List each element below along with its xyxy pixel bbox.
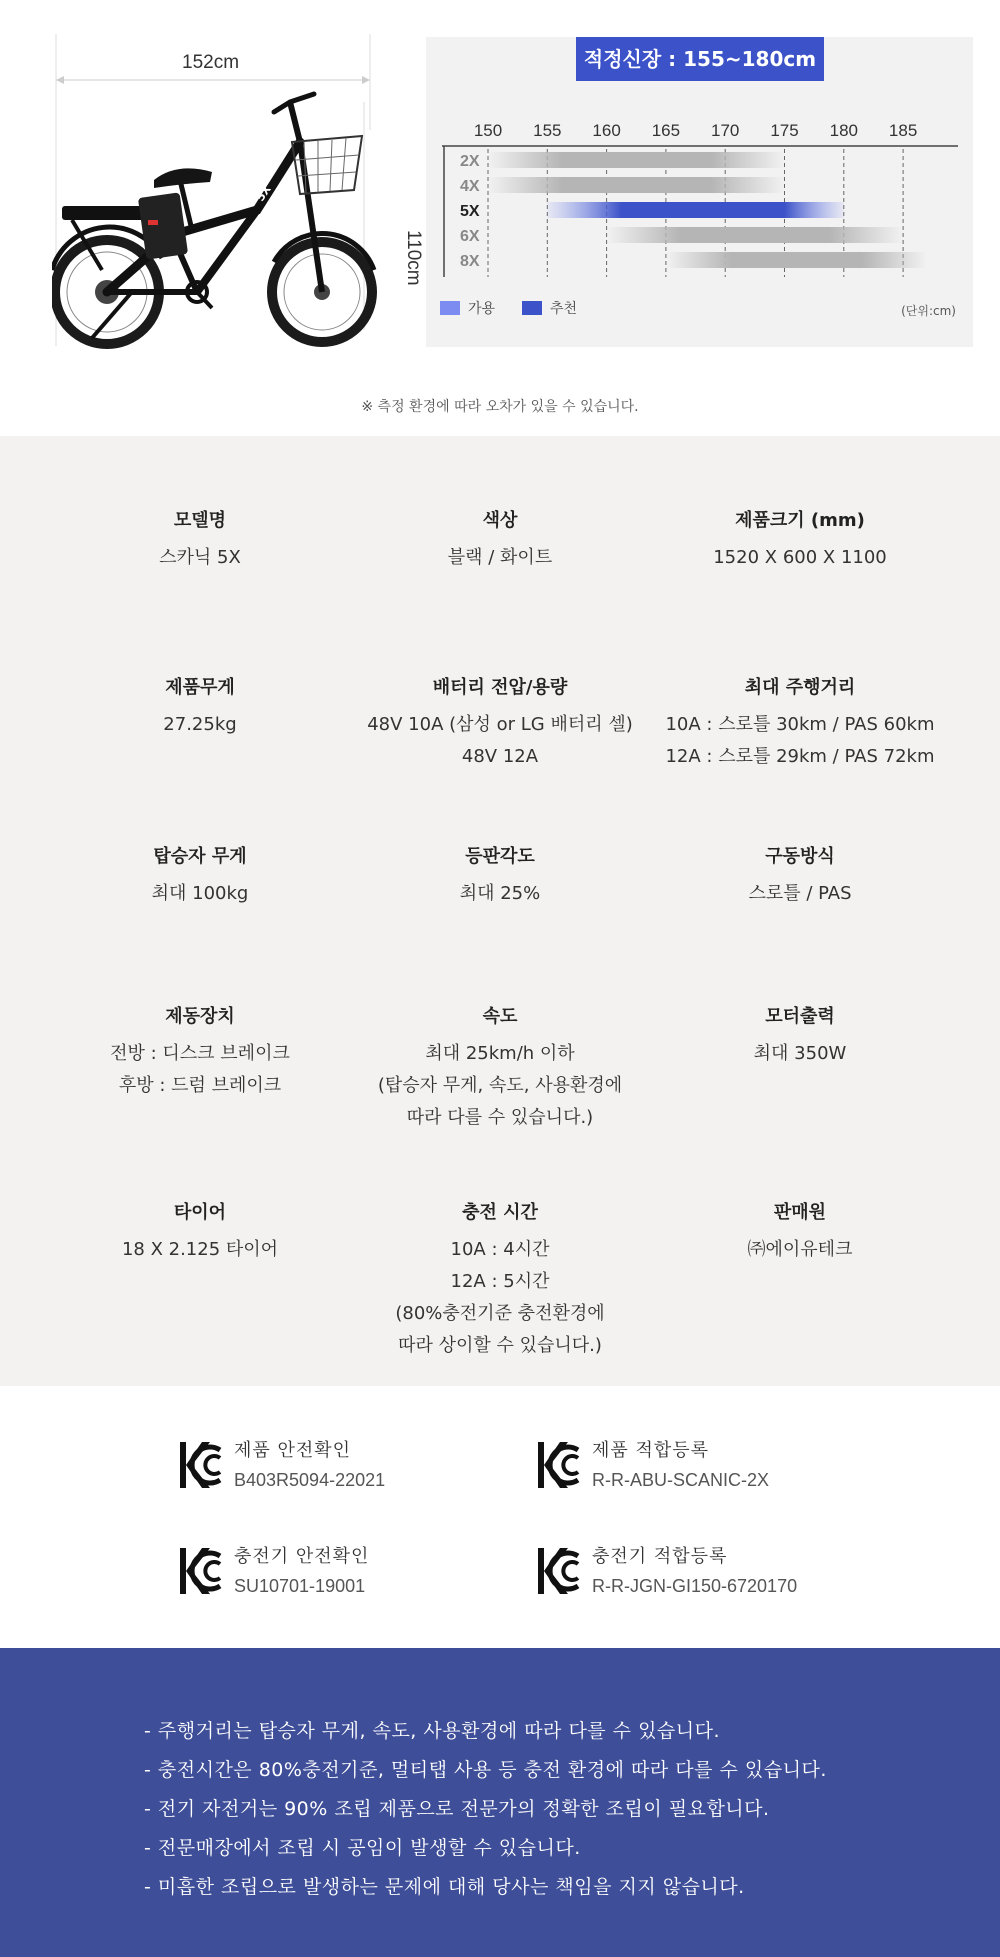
spec-value: 18 X 2.125 타이어 xyxy=(121,1239,279,1260)
spec-value: 블랙 / 화이트 xyxy=(447,547,553,568)
cert-title: 충전기 적합등록 xyxy=(592,1546,728,1567)
size-chart-tick-label: 170 xyxy=(711,121,740,140)
cert-item xyxy=(178,1542,538,1606)
size-chart-tick-label: 150 xyxy=(473,121,503,140)
kc-mark-icon xyxy=(536,1542,580,1602)
spec-item xyxy=(650,1198,950,1266)
spec-item xyxy=(350,506,650,574)
cert-item xyxy=(178,1436,538,1500)
spec-value: 따라 다를 수 있습니다.) xyxy=(406,1107,594,1128)
size-chart-row-label: 6X xyxy=(460,228,480,245)
bike-height-label: 110cm xyxy=(403,230,424,286)
spec-item xyxy=(350,842,650,910)
cert-item xyxy=(536,1542,896,1606)
kc-mark-icon xyxy=(178,1542,222,1602)
spec-item xyxy=(350,673,650,773)
bike-width-label: 152cm xyxy=(182,52,240,73)
cert-title: 제품 적합등록 xyxy=(592,1440,710,1461)
spec-label: 판매원 xyxy=(773,1202,827,1223)
spec-label: 최대 주행거리 xyxy=(744,677,856,698)
spec-value: 10A : 4시간 xyxy=(450,1239,550,1260)
spec-label: 배터리 전압/용량 xyxy=(432,677,568,698)
size-chart-row-label: 4X xyxy=(460,178,480,195)
size-chart xyxy=(426,37,973,347)
notice-item: - 충전시간은 80%충전기준, 멀티탭 사용 등 충전 환경에 따라 다를 수 있습니다. xyxy=(144,1759,827,1781)
spec-item xyxy=(50,1002,350,1102)
spec-item xyxy=(50,842,350,910)
legend-swatch xyxy=(440,301,460,315)
spec-value: 따라 상이할 수 있습니다.) xyxy=(398,1335,602,1356)
size-chart-bar xyxy=(488,152,785,168)
size-chart-row-label: 8X xyxy=(460,253,480,270)
spec-label: 제동장치 xyxy=(165,1006,235,1027)
spec-item xyxy=(50,506,350,574)
legend-label: 추천 xyxy=(550,301,578,317)
spec-label: 구동방식 xyxy=(765,846,835,867)
size-chart-tick-label: 185 xyxy=(888,121,918,140)
notice-list xyxy=(144,1712,827,1907)
notice-item: - 전기 자전거는 90% 조립 제품으로 전문가의 정확한 조립이 필요합니다. xyxy=(144,1798,770,1820)
spec-value: 48V 10A (삼성 or LG 배터리 셀) xyxy=(367,714,633,735)
spec-item xyxy=(350,1002,650,1134)
legend-label: 가용 xyxy=(468,301,496,317)
cert-code: B403R5094-22021 xyxy=(234,1470,386,1490)
spec-label: 타이어 xyxy=(173,1202,227,1223)
notice-item: - 미흡한 조립으로 발생하는 문제에 대해 당사는 책임을 지지 않습니다. xyxy=(144,1876,745,1898)
spec-value: (탑승자 무게, 속도, 사용환경에 xyxy=(377,1075,623,1096)
spec-value: 1520 X 600 X 1100 xyxy=(713,547,887,568)
spec-label: 속도 xyxy=(482,1006,518,1027)
kc-mark-icon xyxy=(536,1436,580,1496)
frame-model-text: 5X xyxy=(253,183,274,204)
notice-item: - 전문매장에서 조립 시 공임이 발생할 수 있습니다. xyxy=(144,1837,581,1859)
spec-value: 최대 350W xyxy=(753,1043,847,1064)
spec-item xyxy=(650,842,950,910)
kc-mark-icon xyxy=(178,1436,222,1496)
spec-value: 스로틀 / PAS xyxy=(748,883,852,904)
spec-value: 최대 25% xyxy=(459,883,541,904)
spec-value: 최대 100kg xyxy=(151,883,249,904)
cert-title: 충전기 안전확인 xyxy=(234,1546,370,1567)
spec-item xyxy=(50,673,350,741)
spec-label: 탑승자 무게 xyxy=(153,846,247,867)
spec-label: 등판각도 xyxy=(465,846,535,867)
size-chart-bar xyxy=(547,202,844,218)
spec-item xyxy=(650,1002,950,1070)
spec-value: 후방 : 드럼 브레이크 xyxy=(118,1075,282,1096)
spec-value: 최대 25km/h 이하 xyxy=(425,1043,575,1064)
notice-section xyxy=(0,1648,1000,1957)
spec-value: (80%충전기준 충전환경에 xyxy=(395,1303,605,1324)
spec-item xyxy=(650,673,950,773)
spec-label: 모델명 xyxy=(173,510,227,531)
size-chart-panel xyxy=(426,37,973,347)
size-chart-row-label: 2X xyxy=(460,153,480,170)
size-chart-row-label: 5X xyxy=(460,203,480,220)
spec-section xyxy=(0,436,1000,1386)
spec-label: 색상 xyxy=(482,510,518,531)
spec-value: 전방 : 디스크 브레이크 xyxy=(110,1043,290,1064)
spec-value: 12A : 스로틀 29km / PAS 72km xyxy=(665,746,935,767)
spec-value: 27.25kg xyxy=(163,714,237,735)
spec-label: 모터출력 xyxy=(765,1006,835,1027)
spec-label: 충전 시간 xyxy=(462,1202,538,1223)
spec-value: 10A : 스로틀 30km / PAS 60km xyxy=(665,714,935,735)
cert-code: R-R-JGN-GI150-6720170 xyxy=(592,1576,798,1596)
spec-item xyxy=(50,1198,350,1266)
certification-section xyxy=(0,1386,1000,1648)
size-chart-tick-label: 180 xyxy=(829,121,858,140)
size-chart-tick-label: 155 xyxy=(533,121,562,140)
spec-item xyxy=(350,1198,650,1362)
cert-code: SU10701-19001 xyxy=(234,1576,366,1596)
bike-dimension-diagram xyxy=(52,30,424,350)
size-chart-title: 적정신장 : 155~180cm xyxy=(576,37,824,81)
size-chart-tick-label: 175 xyxy=(770,121,799,140)
size-chart-bar xyxy=(666,252,927,268)
bike-illustration xyxy=(52,30,392,350)
spec-label: 제품크기 (mm) xyxy=(735,510,865,531)
size-chart-unit: (단위:cm) xyxy=(901,304,956,318)
spec-value: 12A : 5시간 xyxy=(450,1271,550,1292)
size-guide-section xyxy=(0,0,1000,436)
notice-item: - 주행거리는 탑승자 무게, 속도, 사용환경에 따라 다를 수 있습니다. xyxy=(144,1720,721,1742)
size-chart-tick-label: 165 xyxy=(651,121,681,140)
cert-title: 제품 안전확인 xyxy=(234,1440,352,1461)
cert-code: R-R-ABU-SCANIC-2X xyxy=(592,1470,770,1490)
size-chart-bar xyxy=(488,177,785,193)
size-chart-bar xyxy=(607,227,904,243)
size-chart-tick-label: 160 xyxy=(592,121,621,140)
spec-value: 스카닉 5X xyxy=(159,547,241,568)
spec-value: ㈜에이유테크 xyxy=(747,1239,853,1260)
size-chart-note: ※ 측정 환경에 따라 오차가 있을 수 있습니다. xyxy=(361,399,639,415)
legend-swatch xyxy=(522,301,542,315)
spec-value: 48V 12A xyxy=(461,746,539,767)
spec-item xyxy=(650,506,950,574)
cert-item xyxy=(536,1436,896,1500)
spec-label: 제품무게 xyxy=(165,677,235,698)
